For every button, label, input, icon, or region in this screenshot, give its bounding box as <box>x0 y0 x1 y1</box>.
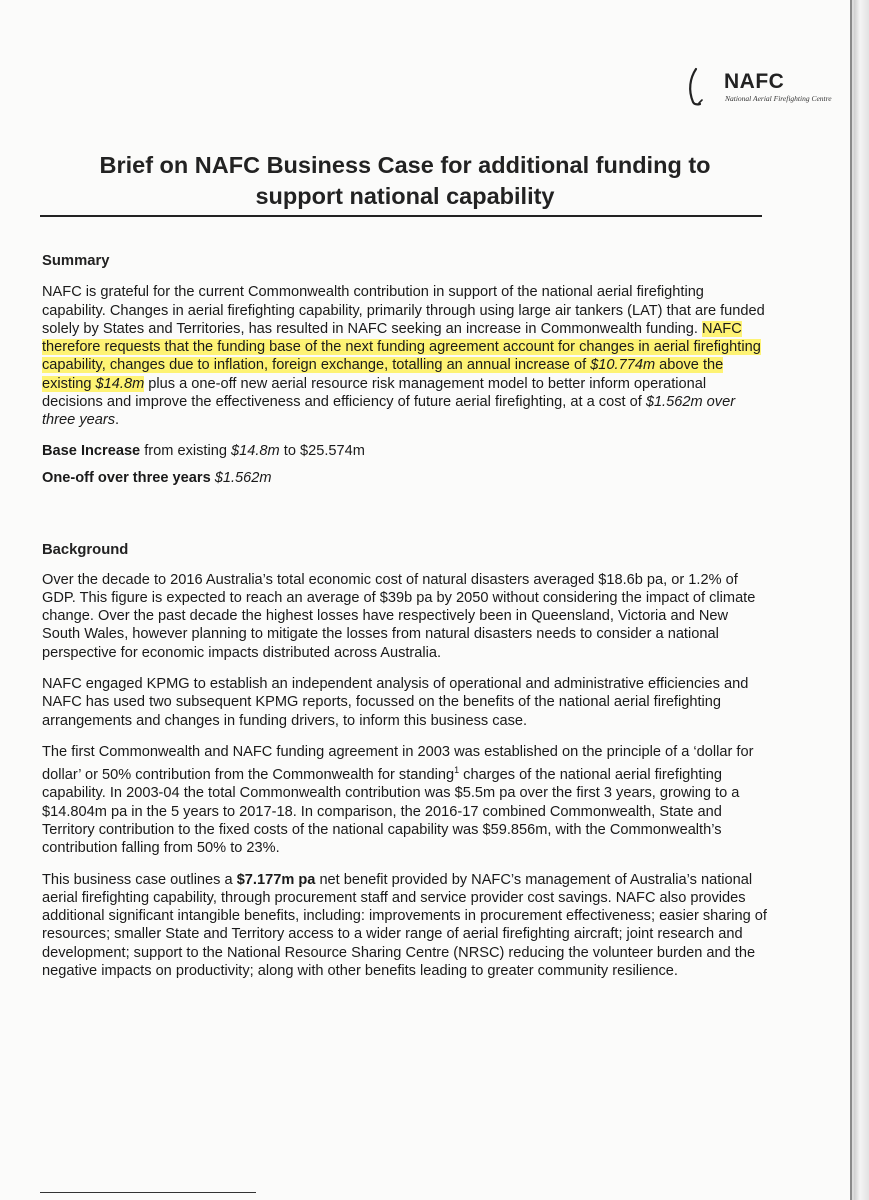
swoosh-logo-icon <box>684 66 714 108</box>
background-paragraph-3 <box>42 743 767 858</box>
page-edge <box>854 0 869 1200</box>
nafc-logo <box>684 64 834 110</box>
summary-end: . <box>115 412 120 429</box>
summary-intro: NAFC is grateful for the current Commonwealth contribution in support of the national aerial firefighting capability. Changes in aerial firefighting capability, primarily through using large air tankers (LAT) that are funded solely by States and Territories, has resulted in NAFC seeking an increase in Commonwealth funding. <box>42 284 765 337</box>
summary-paragraph <box>42 283 767 429</box>
p3-text-a: The first Commonwealth and NAFC funding agreement in 2003 was established on the principle of a ‘dollar for dollar’ or 50% contribution from the Commonwealth for standing <box>42 743 754 784</box>
base-increase-line <box>42 442 767 460</box>
summary-after: plus a one-off new aerial resource risk management model to better inform operational decisions and improve the effectiveness and efficiency of future aerial firefighting, at a cost of <box>42 375 707 411</box>
background-paragraph-1: Over the decade to 2016 Australia’s total economic cost of natural disasters averaged $18.6b pa, or 1.2% of GDP. This figure is expected to reach an average of $39b pa by 2050 without considering the impact of climate change. Over the past decade the highest losses have respectively been in Queensland, Victoria and New South Wales, however planning to mitigate the losses from natural disasters needs to consider a national perspective for economic impacts distributed across Australia. <box>42 571 756 661</box>
footnote-marker: 1 <box>454 765 460 776</box>
summary-heading: Summary <box>42 253 110 269</box>
one-off-cost: $1.562m over three years <box>42 394 736 429</box>
base-from-text: from existing <box>140 442 232 459</box>
highlight-text-b: above the existing <box>42 357 724 392</box>
document-body <box>42 252 767 980</box>
p4-text-a: This business case outlines a <box>42 871 237 888</box>
logo-name: NAFC <box>724 70 785 93</box>
p3-text-b: charges of the national aerial firefighting capability. In 2003-04 the total Commonwealth contribution was $5.5m pa over the first 3 years, growing to a $14.804m pa in the 5 years to 2017-18. In comparison, the 2016-17 combined Commonwealth, State and Territory contribution to the fixed costs of the national capability was $59.856m, with the Commonwealth’s contribution falling from 50% to 23%. <box>42 767 740 857</box>
logo-subtitle: National Aerial Firefighting Centre <box>725 94 832 103</box>
net-benefit-figure: $7.177m pa <box>236 871 316 888</box>
background-heading: Background <box>42 542 129 559</box>
footnote-separator <box>40 1192 256 1193</box>
base-increase-label: Base Increase <box>42 442 141 459</box>
one-off-label: One-off over three years <box>42 469 211 486</box>
one-off-value: $1.562m <box>214 469 272 486</box>
existing-figure: $14.8m <box>95 375 145 392</box>
title-underline <box>40 215 762 217</box>
p4-text-b: net benefit provided by NAFC’s management of Australia’s national aerial firefighting capability, through procurement staff and service provider cost savings. NAFC also provides additional significant intangible benefits, including: improvements in procurement effectiveness; easier sharing of resources; smaller State and Territory access to a wider range of aerial firefighting aircraft; joint research and development; support to the National Resource Sharing Centre (NRSC) reducing the volunteer burden and the negative impacts on productivity; along with other benefits leading to greater community resilience. <box>42 871 767 980</box>
base-to-text: to $25.574m <box>279 442 365 459</box>
increase-figure: $10.774m <box>590 357 656 374</box>
background-paragraph-4 <box>42 871 767 981</box>
page-title <box>40 150 770 212</box>
background-paragraph-2: NAFC engaged KPMG to establish an independent analysis of operational and administrative efficiencies and NAFC has used two subsequent KPMG reports, focussed on the benefits of the national aerial firefighting arrangements and changes in funding drivers, to inform this business case. <box>42 676 749 729</box>
title-line-2: support national capability <box>255 183 555 209</box>
base-existing-figure: $14.8m <box>231 442 280 459</box>
highlight-text-a: NAFC therefore requests that the funding base of the next funding agreement account for changes in aerial firefighting capability, changes due to inflation, foreign exchange, totalling an annual increase of <box>42 320 761 374</box>
title-line-1: Brief on NAFC Business Case for additional funding to <box>99 152 711 178</box>
one-off-line <box>42 469 767 487</box>
